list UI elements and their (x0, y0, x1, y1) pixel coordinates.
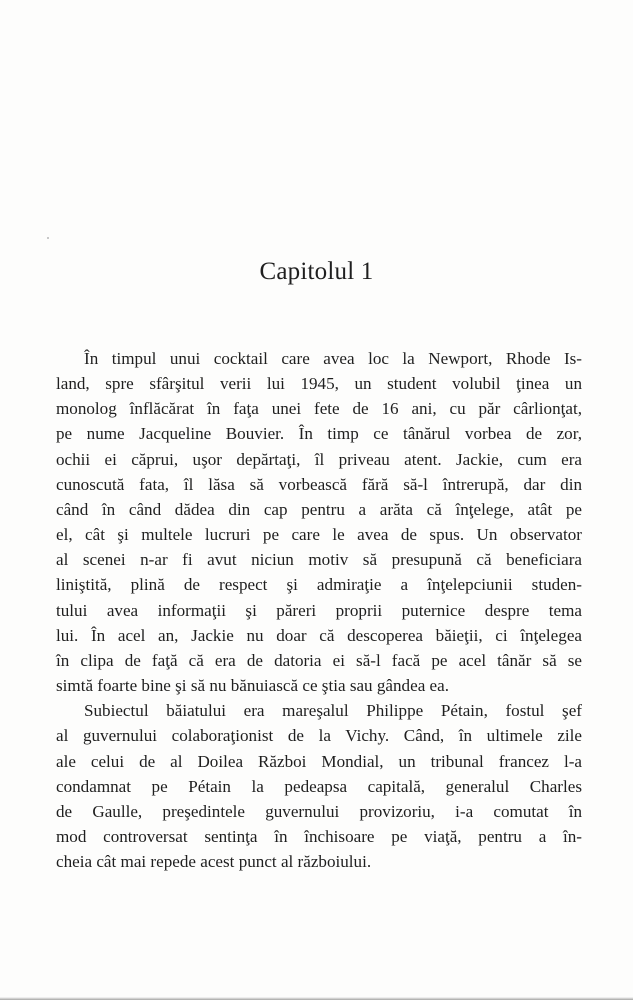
text-line: când în când dădea din cap pentru a arăta că înţelege, atât pe (56, 499, 582, 519)
text-line: mod controversat sentinţa în închisoare pe viaţă, pentru a în- (56, 826, 582, 846)
text-line: el, cât şi multele lucruri pe care le avea de spus. Un observator (56, 525, 582, 545)
text-line: În timpul unui cocktail care avea loc la Newport, Rhode Is- (84, 349, 582, 368)
chapter-title: Capitolul 1 (259, 258, 374, 285)
text-line: în clipa de faţă că era de datoria ei să-l facă pe acel tânăr să se (56, 650, 582, 670)
text-line: liniştită, plină de respect şi admiraţie a înţelepciunii studen- (56, 575, 582, 595)
text-line: de Gaulle, preşedintele guvernului provizoriu, i-a comutat în (56, 801, 582, 821)
text-line: ochii ei căprui, uşor depărtaţi, îl priveau atent. Jackie, cum era (56, 449, 582, 469)
text-line: al guvernului colaboraţionist de la Vichy. Când, în ultimele zile (56, 726, 582, 746)
text-line: pe nume Jacqueline Bouvier. În timp ce tânărul vorbea de zor, (56, 424, 582, 444)
paper-speck (47, 237, 49, 239)
chapter-body (56, 346, 582, 874)
paragraph (56, 698, 582, 874)
text-line: tului avea informaţii şi păreri proprii puternice despre tema (56, 600, 582, 620)
text-line: monolog înflăcărat în faţa unei fete de 16 ani, cu păr cârlionţat, (56, 399, 582, 419)
paragraph (56, 346, 582, 698)
text-line: cheia cât mai repede acest punct al războiului. (56, 852, 372, 872)
text-line: cunoscută fata, îl lăsa să vorbească fără să-l întrerupă, dar din (56, 474, 582, 494)
text-line: condamnat pe Pétain la pedeapsa capitală, generalul Charles (56, 776, 582, 796)
text-line: lui. În acel an, Jackie nu doar că descoperea băieţii, ci înţelegea (56, 625, 582, 645)
text-line: land, spre sfârşitul verii lui 1945, un student volubil ţinea un (56, 374, 582, 394)
text-line: simtă foarte bine şi să nu bănuiască ce ştia sau gândea ea. (56, 676, 449, 696)
text-line: Subiectul băiatului era mareşalul Philippe Pétain, fostul şef (84, 701, 582, 721)
text-line: ale celui de al Doilea Război Mondial, un tribunal francez l-a (56, 751, 582, 771)
text-line: al scenei n-ar fi avut niciun motiv să presupună că beneficiara (56, 550, 582, 570)
